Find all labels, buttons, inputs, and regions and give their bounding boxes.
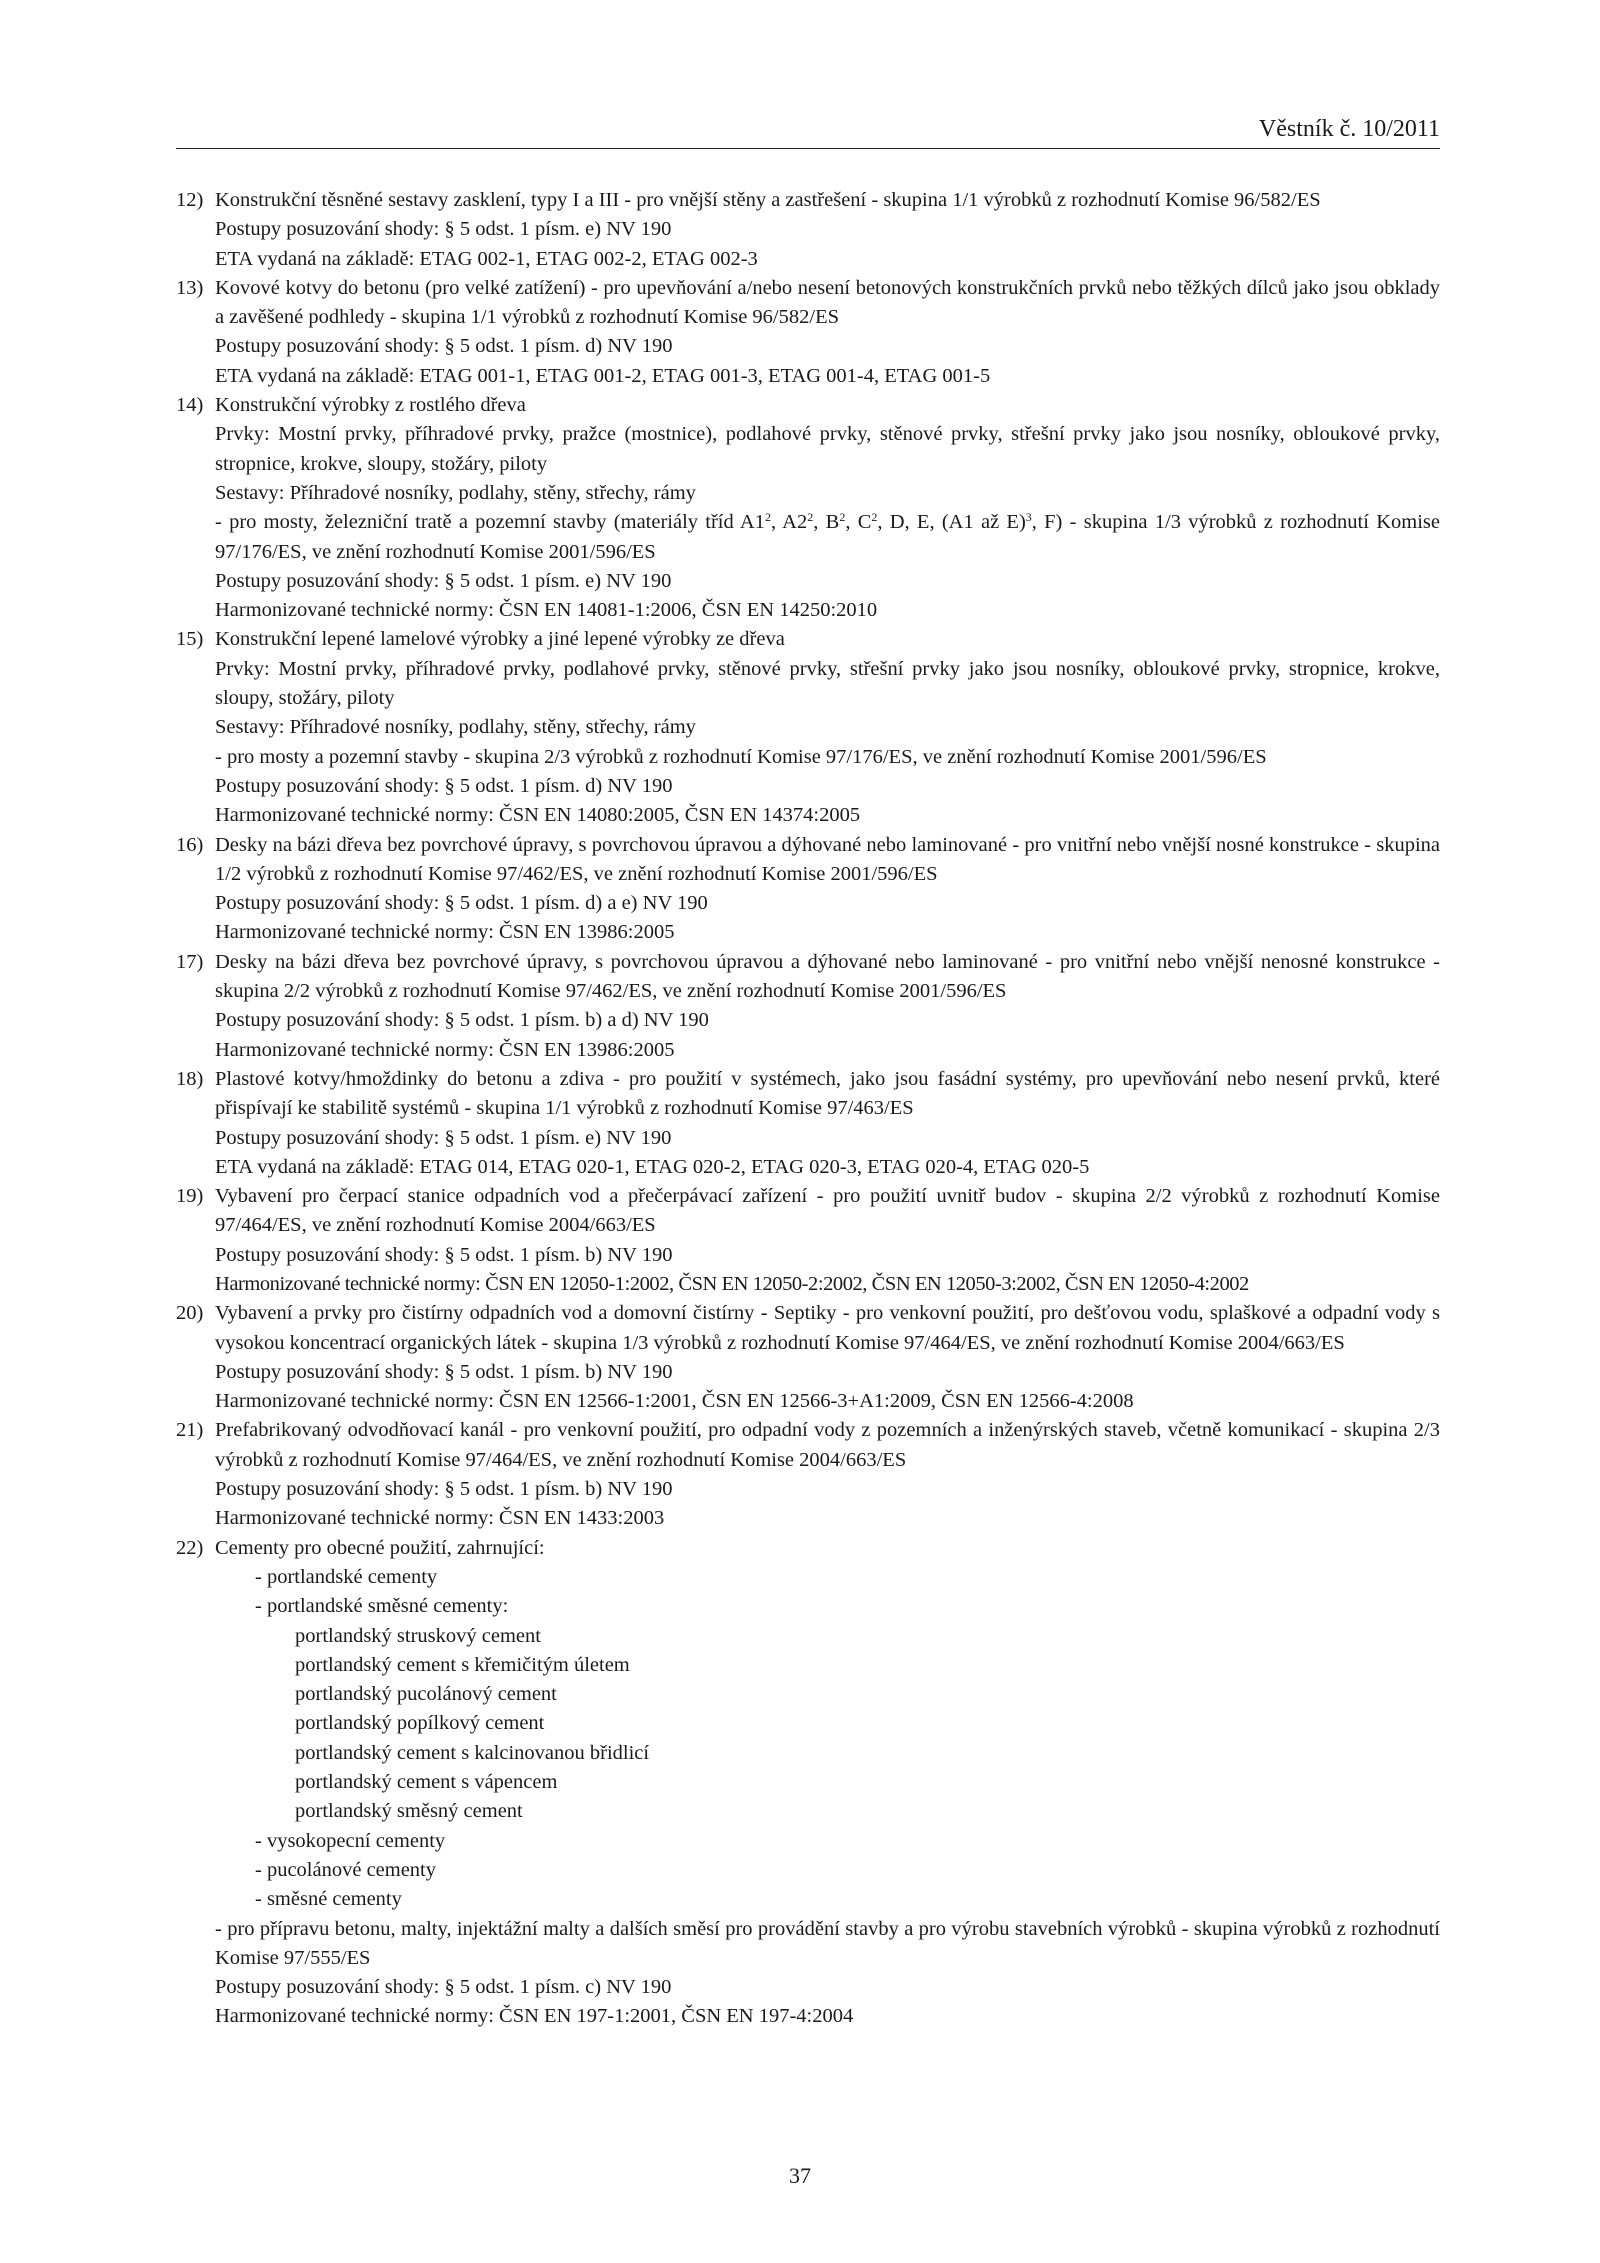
cement-type: - vysokopecní cementy	[255, 1829, 446, 1852]
cement-type: - směsné cementy	[255, 1888, 402, 1911]
cement-subtype: portlandský struskový cement	[295, 1624, 541, 1647]
cement-subtype: portlandský cement s křemičitým úletem	[295, 1653, 630, 1676]
assessment-procedure: Postupy posuzování shody: § 5 odst. 1 písm. e) NV 190	[215, 1126, 672, 1149]
item-title: Prefabrikovaný odvodňovací kanál - pro venkovní použití, pro odpadní vody z pozemních a inženýrských staveb, včetně komunikací - skupina 2/3 výrobků z rozhodnutí Komise 97/464/ES, ve znění rozhodnutí Komise 2004/663/ES	[215, 1419, 1440, 1471]
list-item	[176, 831, 1440, 948]
journal-title: Věstník č. 10/2011	[1258, 116, 1440, 142]
harmonized-standards: Harmonizované technické normy: ČSN EN 13986:2005	[215, 921, 675, 944]
harmonized-standards: Harmonizované technické normy: ČSN EN 1433:2003	[215, 1507, 665, 1530]
cement-subtype: portlandský cement s vápencem	[295, 1771, 558, 1794]
list-item	[176, 186, 1440, 274]
list-item	[176, 1299, 1440, 1416]
intended-use: - pro přípravu betonu, malty, injektážní malty a dalších směsí pro provádění stavby a pro výrobu stavebních výrobků - skupina výrobků z rozhodnutí Komise 97/555/ES	[215, 1917, 1440, 1969]
document-body	[176, 186, 1440, 2032]
cement-type: - portlandské cementy	[255, 1565, 438, 1588]
list-item	[176, 274, 1440, 391]
elements-text: Prvky: Mostní prvky, příhradové prvky, podlahové prvky, stěnové prvky, střešní prvky jako jsou nosníky, obloukové prvky, stropnice, krokve, sloupy, stožáry, piloty	[215, 657, 1440, 710]
item-title: Desky na bázi dřeva bez povrchové úpravy, s povrchovou úpravou a dýhované nebo laminované - pro vnitřní nebo vnější nenosné konstrukce - skupina 2/2 výrobků z rozhodnutí Komise 97/462/ES, ve znění rozhodnutí Komise 2001/596/ES	[215, 950, 1440, 1003]
list-item	[176, 1416, 1440, 1533]
list-item	[176, 1182, 1440, 1299]
item-number: 14)	[176, 394, 204, 417]
harmonized-standards: Harmonizované technické normy: ČSN EN 13986:2005	[215, 1038, 675, 1061]
cement-type: - pucolánové cementy	[255, 1858, 437, 1881]
item-number: 20)	[176, 1302, 204, 1325]
assessment-procedure: Postupy posuzování shody: § 5 odst. 1 písm. e) NV 190	[215, 218, 672, 241]
page-header	[176, 112, 1440, 149]
cement-subtype: portlandský pucolánový cement	[295, 1683, 557, 1706]
intended-use: - pro mosty, železniční tratě a pozemní stavby (materiály tříd $A1^2$, $A2^2$, $B^2$, $C^2$, D, E, (A1 až E)$^3$, F) - skupina 1/3 výrobků z rozhodnutí Komise 97/176/ES, ve znění rozhodnutí Komise 2001/596/ES	[215, 510, 1440, 563]
cement-subtype: portlandský směsný cement	[295, 1800, 523, 1823]
assessment-procedure: Postupy posuzování shody: § 5 odst. 1 písm. e) NV 190	[215, 569, 672, 592]
harmonized-standards: Harmonizované technické normy: ČSN EN 12050-1:2002, ČSN EN 12050-2:2002, ČSN EN 12050-3:2002, ČSN EN 12050-4:2002	[215, 1272, 1249, 1295]
assessment-procedure: Postupy posuzování shody: § 5 odst. 1 písm. b) NV 190	[215, 1360, 673, 1383]
assessment-procedure: Postupy posuzování shody: § 5 odst. 1 písm. b) a d) NV 190	[215, 1009, 709, 1032]
item-title: Konstrukční lepené lamelové výrobky a jiné lepené výrobky ze dřeva	[215, 628, 785, 651]
assemblies-text: Sestavy: Příhradové nosníky, podlahy, stěny, střechy, rámy	[215, 481, 696, 504]
harmonized-standards: Harmonizované technické normy: ČSN EN 12566-1:2001, ČSN EN 12566-3+A1:2009, ČSN EN 12566-4:2008	[215, 1390, 1134, 1413]
list-item	[176, 391, 1440, 625]
assessment-procedure: Postupy posuzování shody: § 5 odst. 1 písm. c) NV 190	[215, 1976, 672, 1999]
elements-text: Prvky: Mostní prvky, příhradové prvky, pražce (mostnice), podlahové prvky, stěnové prvky, střešní prvky jako jsou nosníky, obloukové prvky, stropnice, krokve, sloupy, stožáry, piloty	[215, 423, 1440, 475]
item-number: 12)	[176, 189, 204, 211]
list-item	[176, 625, 1440, 830]
intended-use: - pro mosty a pozemní stavby - skupina 2/3 výrobků z rozhodnutí Komise 97/176/ES, ve znění rozhodnutí Komise 2001/596/ES	[215, 745, 1267, 768]
item-number: 13)	[176, 276, 204, 299]
assessment-procedure: Postupy posuzování shody: § 5 odst. 1 písm. b) NV 190	[215, 1478, 673, 1501]
eta-basis: ETA vydaná na základě: ETAG 014, ETAG 020-1, ETAG 020-2, ETAG 020-3, ETAG 020-4, ETAG 020-5	[215, 1155, 1090, 1178]
page-number: 37	[789, 2163, 811, 2188]
item-title: Vybavení a prvky pro čistírny odpadních vod a domovní čistírny - Septiky - pro venkovní použití, pro dešťovou vodu, splaškové a odpadní vody s vysokou koncentrací organických látek - skupina 1/3 výrobků z rozhodnutí Komise 97/464/ES, ve znění rozhodnutí Komise 2004/663/ES	[215, 1302, 1440, 1354]
eta-basis: ETA vydaná na základě: ETAG 002-1, ETAG 002-2, ETAG 002-3	[215, 247, 758, 270]
assessment-procedure: Postupy posuzování shody: § 5 odst. 1 písm. d) NV 190	[215, 335, 673, 358]
item-title: Konstrukční těsněné sestavy zasklení, typy I a III - pro vnější stěny a zastřešení - skupina 1/1 výrobků z rozhodnutí Komise 96/582/ES	[215, 189, 1321, 211]
cement-type: - portlandské směsné cementy:	[255, 1595, 509, 1618]
cement-subtype: portlandský popílkový cement	[295, 1712, 545, 1735]
harmonized-standards: Harmonizované technické normy: ČSN EN 14080:2005, ČSN EN 14374:2005	[215, 804, 861, 827]
item-number: 19)	[176, 1185, 204, 1208]
list-item	[176, 1065, 1440, 1182]
cement-subtype: portlandský cement s kalcinovanou břidlicí	[295, 1741, 650, 1764]
harmonized-standards: Harmonizované technické normy: ČSN EN 197-1:2001, ČSN EN 197-4:2004	[215, 2005, 854, 2028]
item-number: 21)	[176, 1419, 204, 1442]
eta-basis: ETA vydaná na základě: ETAG 001-1, ETAG 001-2, ETAG 001-3, ETAG 001-4, ETAG 001-5	[215, 364, 991, 387]
assessment-procedure: Postupy posuzování shody: § 5 odst. 1 písm. b) NV 190	[215, 1243, 673, 1266]
item-number: 15)	[176, 628, 204, 651]
assemblies-text: Sestavy: Příhradové nosníky, podlahy, stěny, střechy, rámy	[215, 716, 696, 739]
item-title: Plastové kotvy/hmoždinky do betonu a zdiva - pro použití v systémech, jako jsou fasádní systémy, pro upevňování nebo nesení prvků, které přispívají ke stabilitě systémů - skupina 1/1 výrobků z rozhodnutí Komise 97/463/ES	[215, 1067, 1440, 1120]
item-title: Konstrukční výrobky z rostlého dřeva	[215, 394, 526, 417]
item-title: Cementy pro obecné použití, zahrnující:	[215, 1536, 545, 1559]
item-number: 17)	[176, 950, 204, 973]
list-item	[176, 948, 1440, 1065]
assessment-procedure: Postupy posuzování shody: § 5 odst. 1 písm. d) a e) NV 190	[215, 892, 708, 915]
harmonized-standards: Harmonizované technické normy: ČSN EN 14081-1:2006, ČSN EN 14250:2010	[215, 599, 878, 622]
item-title: Desky na bázi dřeva bez povrchové úpravy, s povrchovou úpravou a dýhované nebo laminované - pro vnitřní nebo vnější nosné konstrukce - skupina 1/2 výrobků z rozhodnutí Komise 97/462/ES, ve znění rozhodnutí Komise 2001/596/ES	[215, 833, 1440, 885]
item-number: 22)	[176, 1536, 204, 1559]
item-title: Kovové kotvy do betonu (pro velké zatížení) - pro upevňování a/nebo nesení betonových konstrukčních prvků nebo těžkých dílců jako jsou obklady a zavěšené podhledy - skupina 1/1 výrobků z rozhodnutí Komise 96/582/ES	[215, 276, 1440, 329]
item-number: 16)	[176, 833, 204, 856]
item-title: Vybavení pro čerpací stanice odpadních vod a přečerpávací zařízení - pro použití uvnitř budov - skupina 2/2 výrobků z rozhodnutí Komise 97/464/ES, ve znění rozhodnutí Komise 2004/663/ES	[215, 1185, 1440, 1237]
assessment-procedure: Postupy posuzování shody: § 5 odst. 1 písm. d) NV 190	[215, 774, 673, 797]
list-item	[176, 1534, 1440, 2032]
item-number: 18)	[176, 1067, 204, 1090]
